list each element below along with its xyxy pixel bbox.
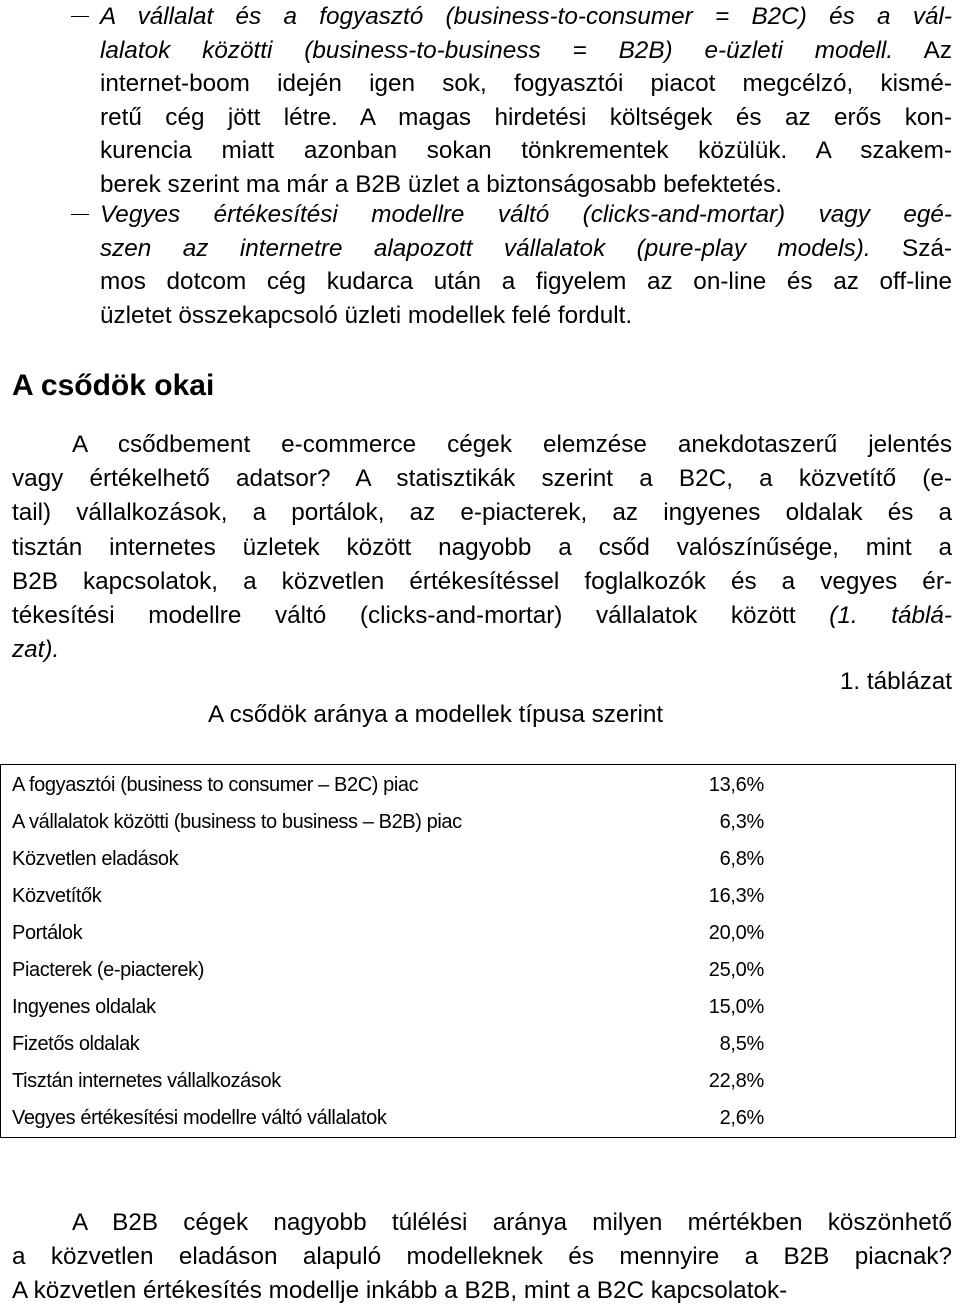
text-line [12,462,952,496]
text-line [12,1274,952,1308]
row-label: Tisztán internetes vállalkozások [12,1070,281,1092]
table-row [1,878,955,915]
row-label: Közvetítők [12,885,102,907]
text-segment: vagy értékelhető adatsor? A statisztikák szerint a B2C, a közvetítő (e- [12,465,952,493]
row-label: Vegyes értékesítési modellre váltó vállalatok [12,1107,387,1129]
table-title: A csődök aránya a modellek típusa szerint [208,701,664,728]
dash-bullet-icon [71,214,89,215]
text-segment: tail) vállalkozások, a portálok, az e-piacterek, az ingyenes oldalak és a [12,499,952,527]
bullet-text [100,0,952,201]
text-segment: B2B kapcsolatok, a közvetlen értékesítéssel foglalkozók és a vegyes ér- [12,567,952,595]
body-paragraph [12,428,952,667]
table-row [1,915,955,952]
row-value: 15,0% [708,996,764,1018]
text-segment: retű cég jött létre. A magas hirdetési költségek és az erős kon- [100,103,952,131]
italic-text: A vállalat és a fogyasztó (business-to-consumer = B2C) és a vál- [100,3,952,30]
italic-text: Vegyes értékesítési modellre váltó (clicks-and-mortar) vagy egé- [100,201,952,228]
text-line [100,67,952,101]
table-row [1,767,955,804]
text-line [100,198,952,232]
text-segment: internet-boom idején igen sok, fogyasztói piacot megcélzó, kismé- [100,70,952,97]
text-line [12,496,952,530]
text-segment: tékesítési modellre váltó (clicks-and-mortar) vállalatok között [12,601,830,629]
section-heading: A csődök okai [12,369,215,402]
bullet-text [100,198,952,332]
text-segment: A közvetlen értékesítés modellje inkább a B2B, mint a B2C kapcsolatok- [12,1277,788,1304]
row-label: Ingyenes oldalak [12,996,156,1018]
row-label: A fogyasztói (business to consumer – B2C) piac [12,774,419,796]
row-label: A vállalatok közötti (business to business – B2B) piac [12,811,462,833]
text-segment: mos dotcom cég kudarca után a figyelem az on-line és az off-line [100,268,952,295]
text-line [12,565,952,599]
text-segment: kurencia miatt azonban sokan tönkrementek közülük. A szakem- [100,137,952,164]
row-value: 6,8% [719,848,764,870]
text-line [100,101,952,135]
row-label: Fizetős oldalak [12,1033,140,1055]
row-label: Közvetlen eladások [12,848,179,870]
text-line [100,232,952,266]
row-value: 22,8% [708,1070,764,1092]
table-row [1,1026,955,1063]
row-value: 25,0% [708,959,764,981]
italic-text: lalatok közötti (business-to-business = B2B) e-üzleti modell. [100,36,894,64]
table-row [1,841,955,878]
italic-text: zat). [12,636,60,664]
text-line [100,134,952,168]
row-label: Piacterek (e-piacterek) [12,959,204,981]
row-value: 13,6% [708,774,764,796]
table-row [1,1100,955,1137]
table-row [1,952,955,989]
text-segment: berek szerint ma már a B2B üzlet a biztonságosabb befektetés. [100,170,783,198]
row-value: 2,6% [719,1107,764,1129]
text-line [100,299,952,333]
row-value: 8,5% [719,1033,764,1055]
text-line [100,265,952,299]
text-line [100,0,952,34]
text-segment: Szá- [870,234,952,262]
closing-paragraph [12,1206,952,1308]
text-segment: üzletet összekapcsoló üzleti modellek felé fordult. [100,301,633,329]
text-segment: tisztán internetes üzletek között nagyobb a csőd valószínűsége, mint a [12,533,952,561]
row-value: 20,0% [708,922,764,944]
text-segment: A csődbement e-commerce cégek elemzése anekdotaszerű jelentés [72,431,952,458]
bankruptcy-rate-table [0,764,956,1138]
dash-bullet-icon [71,16,89,17]
text-line [12,599,952,633]
text-segment: A B2B cégek nagyobb túlélési aránya milyen mértékben köszönhető [72,1209,952,1236]
row-value: 16,3% [708,885,764,907]
text-line [12,428,952,462]
table-row [1,989,955,1026]
text-line [100,34,952,68]
text-segment: a közvetlen eladáson alapuló modelleknek és mennyire a B2B piacnak? [12,1243,952,1270]
text-line [12,1240,952,1274]
table-number-label: 1. táblázat [839,668,952,695]
row-value: 6,3% [719,811,764,833]
italic-text: (1. táblá- [829,601,952,629]
text-line [12,1206,952,1240]
table-row [1,1063,955,1100]
italic-text: szen az internetre alapozott vállalatok (pure-play models). [100,234,871,262]
text-segment: Az [893,36,952,64]
table-row [1,804,955,841]
row-label: Portálok [12,922,83,944]
text-line [12,633,952,667]
text-line [100,168,952,202]
text-line [12,531,952,565]
